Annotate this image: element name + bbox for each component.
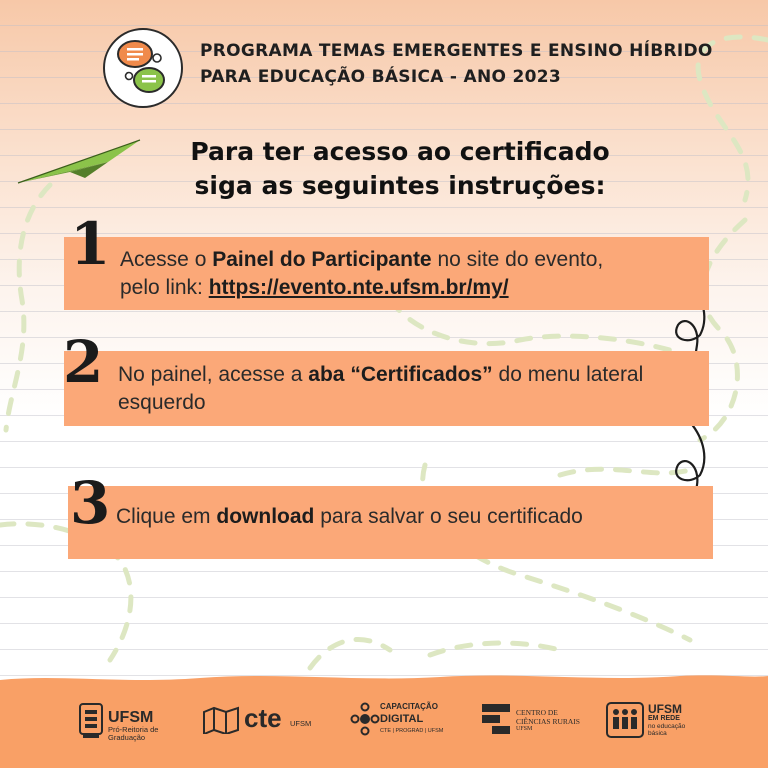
step-2-text [118, 361, 678, 417]
footer-logos [0, 698, 768, 748]
logo5-title: UFSM [648, 702, 682, 716]
logo1-sub2: Graduação [108, 733, 146, 742]
step-2-bold: aba “Certificados” [308, 363, 493, 386]
logo5-line2: no educação [648, 723, 686, 730]
participant-panel-link[interactable]: https://evento.nte.ufsm.br/my/ [208, 276, 509, 299]
logo5-line1: EM REDE [648, 715, 680, 722]
ccr-emblem-icon [480, 702, 512, 736]
logo3-sub: CTE | PROGRAD | UFSM [380, 728, 444, 734]
step-1-number: 1 [70, 210, 111, 278]
map-folded-icon [202, 706, 240, 734]
logo3-line2: DIGITAL [380, 713, 424, 725]
step-2-text-a: No painel, acesse a [118, 363, 309, 386]
step-1-bold: Painel do Participante [212, 248, 432, 271]
step-1-text-b: no site do evento, [431, 248, 604, 271]
step-3-bold: download [216, 505, 315, 528]
people-group-icon [606, 702, 644, 738]
instructions-heading [140, 135, 660, 203]
program-title-line2: PARA EDUCAÇÃO BÁSICA - ANO 2023 [200, 67, 561, 87]
instructions-heading-line2: siga as seguintes instruções: [194, 171, 606, 200]
step-3-number: 3 [70, 469, 111, 537]
logo2-title: cte [244, 703, 282, 733]
program-title-line1: PROGRAMA TEMAS EMERGENTES E ENSINO HÍBRIDO [200, 41, 713, 61]
program-title [200, 38, 720, 90]
step-1-text [120, 246, 720, 302]
ufsm-crest-icon [78, 702, 104, 740]
step-1-text-c: pelo link: [120, 276, 209, 299]
chat-bubbles-icon [105, 30, 181, 106]
paper-plane-icon [18, 140, 140, 183]
step-2-number: 2 [63, 328, 104, 396]
logo1-sub1: Pró-Reitoria de [108, 725, 159, 734]
instructions-heading-line1: Para ter acesso ao certificado [190, 137, 610, 166]
step-3-text-a: Clique em [116, 505, 217, 528]
step-3-text [116, 503, 716, 531]
network-nodes-icon [350, 702, 380, 736]
step-1-text-a: Acesse o [120, 248, 213, 271]
logo3-line1: CAPACITAÇÃO [380, 702, 438, 711]
logo2-sub: UFSM [290, 719, 312, 728]
logo4-line1: CENTRO DE [516, 708, 558, 717]
logo4-line2: CIÊNCIAS RURAIS [516, 717, 580, 726]
program-logo [103, 28, 183, 108]
logo1-title: UFSM [108, 709, 154, 726]
step-3-text-b: para salvar o seu certificado [314, 505, 583, 528]
logo4-line3: UFSM [516, 726, 533, 732]
logo5-line3: básica [648, 730, 667, 737]
step-2-text-b: do menu lateral esquerdo [118, 363, 644, 414]
